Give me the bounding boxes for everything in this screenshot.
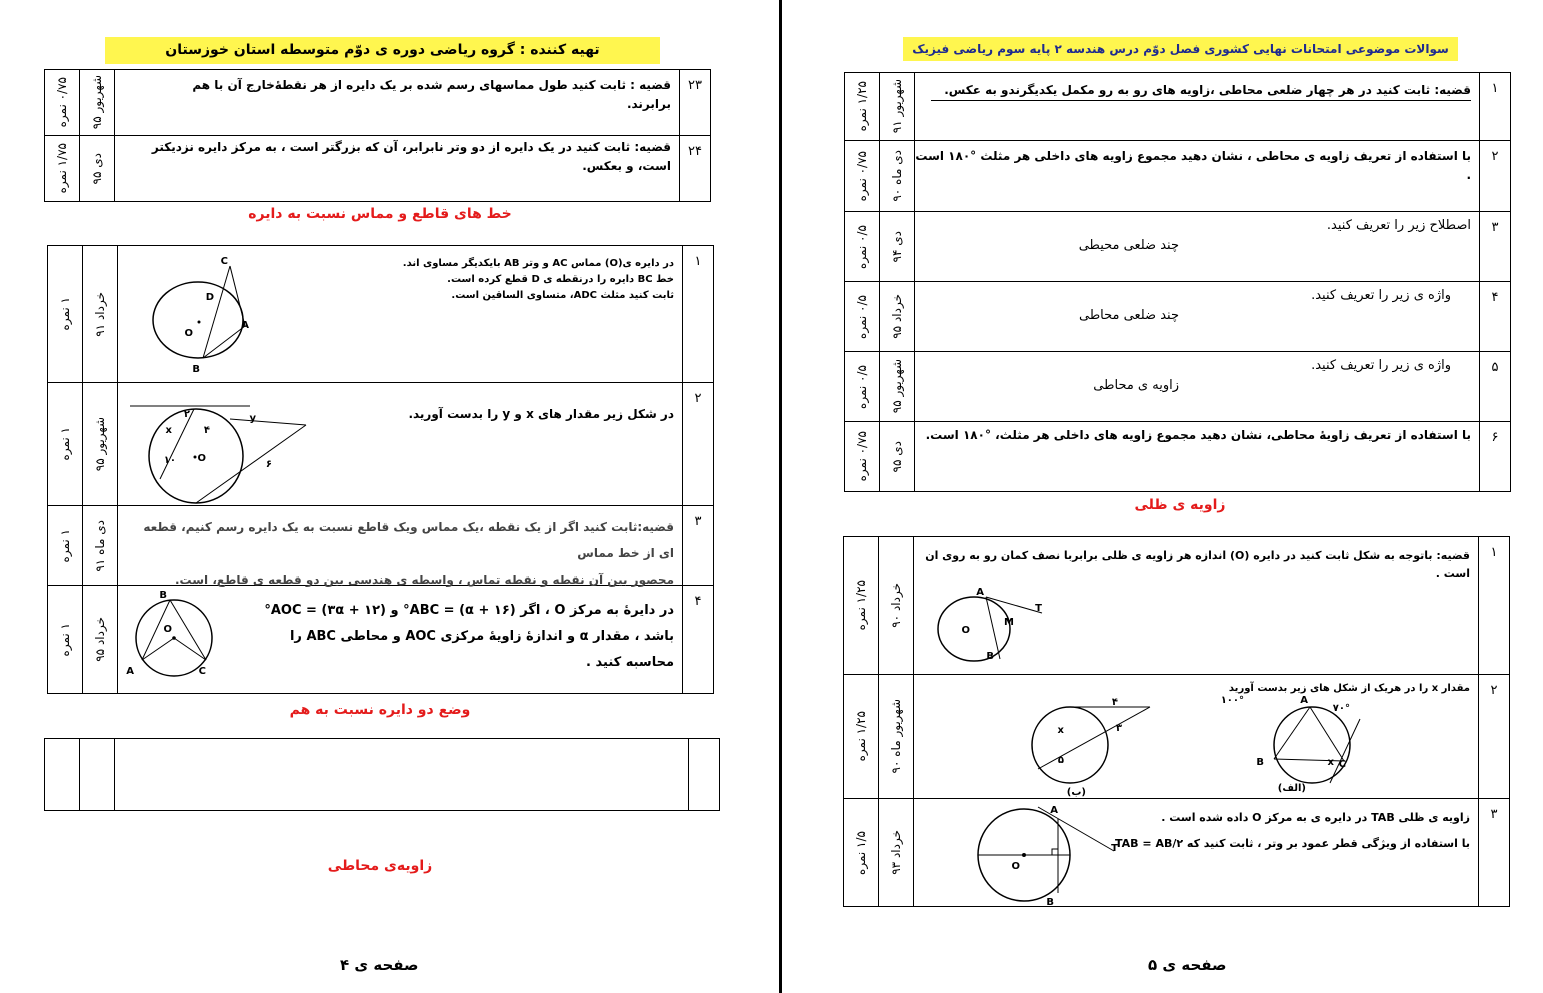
- exam-score: ۱/۲۵ نمره: [844, 675, 879, 799]
- section-title-secant-tangent: خط های قاطع و مماس نسبت به دایره: [248, 206, 512, 222]
- table-row: [48, 506, 714, 586]
- exam-score: ۰/۵ نمره: [845, 352, 880, 422]
- svg-text:O: O: [197, 453, 206, 464]
- table-row: [48, 383, 714, 506]
- exam-score: ۱/۲۵ نمره: [845, 73, 880, 141]
- table-row: [845, 422, 1511, 492]
- question-text: مقدار x را در هریک از شکل های زیر بدست آورید: [1228, 683, 1470, 694]
- question-text: اصطلاح زیر را تعریف کنید.: [1326, 218, 1471, 233]
- question-number: [689, 739, 720, 811]
- exam-score: ۰/۷۵ نمره: [845, 141, 880, 212]
- svg-text:۳: ۳: [1115, 723, 1122, 734]
- exam-date: شهریور ۹۱: [880, 73, 915, 141]
- question-content: [915, 212, 1480, 282]
- table-row: [845, 212, 1511, 282]
- svg-text:x: x: [1057, 725, 1064, 736]
- svg-text:۱۰: ۱۰: [163, 455, 176, 466]
- svg-text:M: M: [1004, 617, 1014, 628]
- figure-tangent-diameter: [948, 805, 1118, 908]
- exam-date: دی ماه ۹۰: [880, 141, 915, 212]
- exam-date: دی ۹۴: [880, 212, 915, 282]
- question-number: ۲: [1479, 675, 1510, 799]
- svg-text:T: T: [1035, 603, 1042, 614]
- question-content: [915, 352, 1480, 422]
- svg-text:O: O: [184, 328, 193, 339]
- question-content: [914, 537, 1479, 675]
- question-number: ۱: [1480, 73, 1511, 141]
- svg-text:x: x: [165, 425, 172, 436]
- exam-score: [45, 739, 80, 811]
- question-number: ۱: [683, 246, 714, 383]
- question-number: ۳: [683, 506, 714, 586]
- figure-secant-lengths: [130, 401, 320, 501]
- question-number: ۲۴: [680, 136, 711, 202]
- exam-date: شهریور ماه ۹۰: [879, 675, 914, 799]
- exam-date: دی ماه ۹۱: [83, 506, 118, 586]
- question-text: قضیه: ثابت کنید در یک دایره از دو وتر نابرابر، آن که بزرگتر است ، به مرکز دایره نزدیکتر است، و بعکس.: [151, 140, 671, 174]
- figure-tangent-angle: [936, 589, 1056, 669]
- svg-text:B: B: [1256, 757, 1264, 768]
- svg-text:B: B: [159, 590, 167, 601]
- svg-text:۶: ۶: [265, 459, 272, 470]
- question-content: [118, 246, 683, 383]
- svg-text:A: A: [1050, 805, 1058, 816]
- svg-text:۴: ۴: [203, 425, 210, 436]
- question-text: واژه ی زیر را تعریف کنید.: [1311, 358, 1451, 373]
- question-content: [118, 383, 683, 506]
- question-content: [914, 799, 1479, 907]
- question-text: قضیه:ثابت کنید اگر از یک نقطه ،یک مماس ویک قاطع نسبت به یک دایره رسم کنیم، قطعه ای از خط مماس محصور بین آن نقطه و نقطه تماس ، واسطه ی هندسی بین دو قطعه ی قاطع، است.: [143, 520, 674, 587]
- section-title-two-circles: وضع دو دایره نسبت به هم: [289, 702, 471, 718]
- svg-text:B: B: [192, 364, 200, 375]
- question-text: قضیه: ثابت کنید در هر چهار ضلعی محاطی ،زاویه های رو به رو مکمل یکدیگرندو به عکس.: [931, 81, 1471, 101]
- svg-text:C: C: [198, 666, 206, 677]
- exam-score: ۱/۲۵ نمره: [844, 537, 879, 675]
- table-row: [48, 586, 714, 694]
- exam-date: [80, 739, 115, 811]
- question-number: ۴: [1480, 282, 1511, 352]
- exam-date: خرداد ۹۱: [83, 246, 118, 383]
- exam-date: دی ۹۵: [80, 136, 115, 202]
- exam-score: ۰/۵ نمره: [845, 212, 880, 282]
- svg-text:O: O: [163, 624, 172, 635]
- question-content: [118, 586, 683, 694]
- svg-text:T: T: [1111, 843, 1118, 854]
- left-secant-table: [47, 245, 714, 694]
- exam-date: شهریور ۹۵: [80, 70, 115, 136]
- svg-text:۵: ۵: [1057, 755, 1064, 766]
- question-number: ۵: [1480, 352, 1511, 422]
- question-number: ۲: [683, 383, 714, 506]
- exam-date: شهریور ۹۵: [880, 352, 915, 422]
- right-top-table: [844, 72, 1511, 492]
- figure-inscribed-angle: [126, 590, 224, 684]
- table-row: [45, 70, 711, 136]
- exam-date: دی ۹۵: [880, 422, 915, 492]
- exam-date: شهریور ۹۵: [83, 383, 118, 506]
- svg-text:O: O: [1011, 861, 1020, 872]
- figure-label-be: (ب): [1066, 787, 1086, 798]
- exam-score: ۱ نمره: [48, 383, 83, 506]
- question-text: قضیه: باتوجه به شکل ثابت کنید در دایره (O) اندازه هر زاویه ی ظلی برابربا نصف کمان رو به روی ان است .: [925, 549, 1470, 580]
- question-content: [915, 422, 1480, 492]
- svg-text:C: C: [220, 256, 228, 267]
- right-tangent-table: [843, 536, 1510, 907]
- figure-label-100: ۱۰۰°: [1220, 695, 1244, 706]
- svg-text:C: C: [1338, 759, 1346, 770]
- exam-score: ۱ نمره: [48, 506, 83, 586]
- question-content: [915, 282, 1480, 352]
- svg-text:D: D: [205, 292, 214, 303]
- svg-text:۲: ۲: [183, 409, 190, 420]
- question-number: ۳: [1479, 799, 1510, 907]
- question-text: در شکل زیر مقدار های x و y را بدست آورید.: [408, 407, 674, 421]
- svg-text:x: x: [1327, 757, 1334, 768]
- figure-tangent-secant: [148, 256, 268, 380]
- question-number: ۲: [1480, 141, 1511, 212]
- question-content: [914, 675, 1479, 799]
- exam-date: خرداد ۹۰: [879, 537, 914, 675]
- table-row: [844, 799, 1510, 907]
- left-banner: تهیه کننده : گروه ریاضی دوره ی دوّم متوسطه استان خوزستان: [105, 37, 660, 64]
- exam-date: خرداد ۹۵: [83, 586, 118, 694]
- term-to-define: چند ضلعی محیطی: [1078, 238, 1179, 253]
- question-content: [915, 141, 1480, 212]
- table-row: [845, 141, 1511, 212]
- question-text: با استفاده از تعریف زاویۀ محاطی، نشان دهید مجموع زاویه های داخلی هر مثلث، °۱۸۰ است.: [925, 428, 1471, 442]
- question-number: ۴: [683, 586, 714, 694]
- question-content: [118, 506, 683, 586]
- table-row: [845, 352, 1511, 422]
- figure-cyclic-a: [1220, 695, 1384, 799]
- term-to-define: زاویه ی محاطی: [1093, 378, 1179, 393]
- question-number: ۱: [1479, 537, 1510, 675]
- figure-secants-b: [1024, 697, 1154, 798]
- question-content: [115, 70, 680, 136]
- exam-score: ۱ نمره: [48, 246, 83, 383]
- section-title-tangent-angle: زاویه ی ظلی: [1134, 497, 1226, 513]
- exam-score: ۱/۵ نمره: [844, 799, 879, 907]
- table-row: [845, 73, 1511, 141]
- svg-text:A: A: [976, 587, 984, 598]
- question-number: ۲۳: [680, 70, 711, 136]
- table-row: [845, 282, 1511, 352]
- exam-score: ۱/۷۵ نمره: [45, 136, 80, 202]
- question-text: قضیه : ثابت کنید طول مماسهای رسم شده بر یک دایره از هر نقطۀخارج آن با هم برابرند.: [192, 78, 671, 112]
- svg-text:B: B: [1046, 897, 1054, 908]
- figure-label-alef: (الف): [1277, 783, 1306, 794]
- question-text: زاویه ی ظلی TAB در دایره ی به مرکز O داده شده است . با استفاده از ویژگی قطر عمود بر وتر ، ثابت کنید که TAB = AB/۲: [1115, 811, 1470, 851]
- svg-text:A: A: [126, 666, 134, 677]
- svg-text:A: A: [1300, 695, 1308, 706]
- question-text: در دایره ی(O) مماس AC و وتر AB بایکدیگر مساوی اند. خط BC دایره را درنقطه ی D قطع کرده است. ثابت کنید مثلث ADC، متساوی الساقین است.: [402, 258, 674, 301]
- left-page-number: صفحه ی ۴: [340, 956, 419, 974]
- svg-text:۴: ۴: [1111, 697, 1118, 708]
- question-text: با استفاده از تعریف زاویه ی محاطی ، نشان دهید مجموع زاویه های داخلی هر مثلث °۱۸۰ است .: [915, 149, 1471, 183]
- term-to-define: چند ضلعی محاطی: [1079, 308, 1179, 323]
- exam-score: ۰/۵ نمره: [845, 282, 880, 352]
- exam-date: خرداد ۹۵: [880, 282, 915, 352]
- left-top-table: [44, 69, 711, 202]
- exam-score: ۰/۷۵ نمره: [845, 422, 880, 492]
- question-number: ۳: [1480, 212, 1511, 282]
- question-content: [915, 73, 1480, 141]
- table-row: [844, 537, 1510, 675]
- page-divider: [779, 0, 782, 993]
- section-title-inscribed-angle: زاویه‌ی محاطی: [327, 858, 433, 874]
- table-row: [45, 739, 720, 811]
- question-content: [115, 136, 680, 202]
- question-text: در دایرۀ به مرکز O ، اگر ABC = (α + ۱۶)° و AOC = (۳α + ۱۲)° باشد ، مقدار α و اندازۀ زاویۀ مرکزی AOC و محاطی ABC را محاسبه کنید .: [264, 603, 674, 670]
- table-row: [45, 136, 711, 202]
- figure-label-70: ۷۰°: [1332, 703, 1350, 714]
- exam-score: ۱ نمره: [48, 586, 83, 694]
- question-text: واژه ی زیر را تعریف کنید.: [1311, 288, 1451, 303]
- svg-text:B: B: [986, 651, 994, 662]
- svg-text:O: O: [961, 625, 970, 636]
- svg-text:y: y: [249, 413, 256, 424]
- table-row: [48, 246, 714, 383]
- exam-date: خرداد ۹۳: [879, 799, 914, 907]
- question-content: [115, 739, 689, 811]
- right-banner: سوالات موضوعی امتحانات نهایی کشوری فصل دوّم درس هندسه ۲ پایه سوم ریاضی فیزیک: [903, 37, 1458, 61]
- table-row: [844, 675, 1510, 799]
- left-empty-table: [44, 738, 720, 811]
- svg-text:A: A: [241, 320, 249, 331]
- exam-score: ۰/۷۵ نمره: [45, 70, 80, 136]
- right-page-number: صفحه ی ۵: [1148, 956, 1227, 974]
- question-number: ۶: [1480, 422, 1511, 492]
